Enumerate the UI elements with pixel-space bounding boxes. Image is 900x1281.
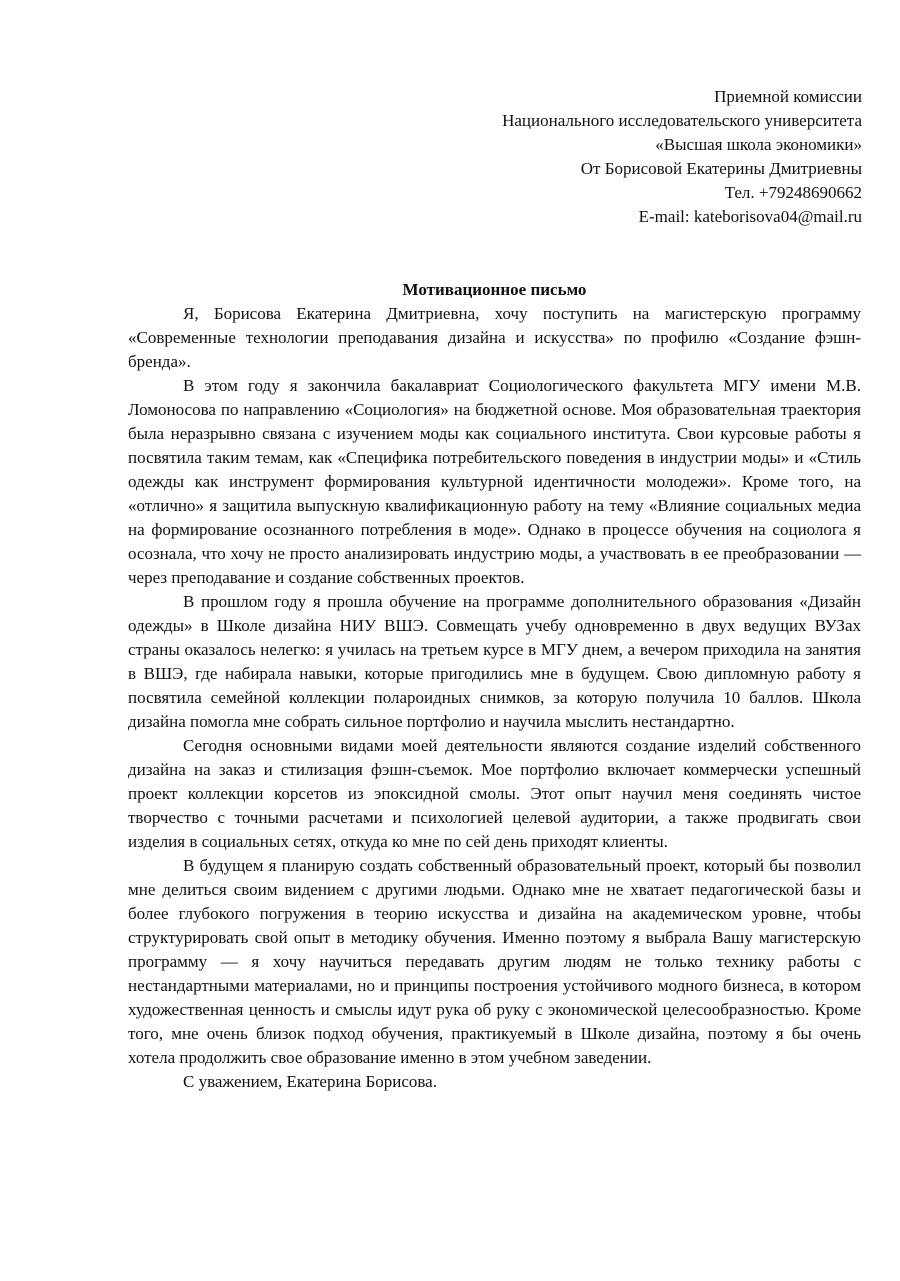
sender-name-line: От Борисовой Екатерины Дмитриевны [580, 159, 862, 178]
addressee-block [262, 85, 862, 229]
addressee-line-school: «Высшая школа экономики» [655, 135, 862, 154]
paragraph-design-school: В прошлом году я прошла обучение на программе дополнительного образования «Дизайн одежды» в Школе дизайна НИУ ВШЭ. Совмещать учебу одновременно в двух ведущих ВУЗах страны оказалось нелегко: я училась на третьем курсе в МГУ днем, а вечером приходила на занятия в ВШЭ, где набирала навыки, которые пригодились мне в будущем. Свою дипломную работу я посвятила семейной коллекции полароидных снимков, за которую получила 10 баллов. Школа дизайна помогла мне собрать сильное портфолио и научила мыслить нестандартно. [128, 592, 861, 731]
sender-phone-line: Тел. +79248690662 [724, 183, 862, 202]
letter-title: Мотивационное письмо [402, 280, 587, 299]
addressee-line-committee: Приемной комиссии [714, 87, 862, 106]
sender-email-line: E-mail: kateborisova04@mail.ru [638, 207, 862, 226]
paragraph-current-activity: Сегодня основными видами моей деятельности являются создание изделий собственного дизайна на заказ и стилизация фэшн-съемок. Мое портфолио включает коммерчески успешный проект коллекции корсетов из эпоксидной смолы. Этот опыт научил меня соединять чистое творчество с точными расчетами и психологией целевой аудитории, а также продвигать свои изделия в социальных сетях, откуда ко мне по сей день приходят клиенты. [128, 736, 861, 851]
paragraph-intro: Я, Борисова Екатерина Дмитриевна, хочу поступить на магистерскую программу «Современные технологии преподавания дизайна и искусства» по профилю «Создание фэшн-бренда». [128, 304, 861, 371]
addressee-line-university: Национального исследовательского университета [502, 111, 862, 130]
letter-body [128, 302, 861, 1094]
paragraph-education: В этом году я закончила бакалавриат Социологического факультета МГУ имени М.В. Ломоносова по направлению «Социология» на бюджетной основе. Моя образовательная траектория была неразрывно связана с изучением моды как социального института. Свои курсовые работы я посвятила таким темам, как «Специфика потребительского поведения в индустрии моды» и «Стиль одежды как инструмент формирования культурной идентичности молодежи». Кроме того, на «отлично» я защитила выпускную квалификационную работу на тему «Влияние социальных медиа на формирование осознанного потребления в моде». Однако в процессе обучения на социолога я осознала, что хочу не просто анализировать индустрию моды, а участвовать в ее преобразовании — через преподавание и создание собственных проектов. [128, 376, 861, 587]
signature-line: С уважением, Екатерина Борисова. [183, 1072, 437, 1091]
paragraph-future-plans: В будущем я планирую создать собственный образовательный проект, который бы позволил мне делиться своим видением с другими людьми. Однако мне не хватает педагогической базы и более глубокого погружения в теорию искусства и дизайна на академическом уровне, чтобы структурировать свой опыт в методику обучения. Именно поэтому я выбрала Вашу магистерскую программу — я хочу научиться передавать другим людям не только технику работы с нестандартными материалами, но и принципы построения устойчивого модного бизнеса, в котором художественная ценность и смыслы идут рука об руку с экономической целесообразностью. Кроме того, мне очень близок подход обучения, практикуемый в Школе дизайна, поэтому я бы очень хотела продолжить свое образование именно в этом учебном заведении. [128, 856, 861, 1067]
